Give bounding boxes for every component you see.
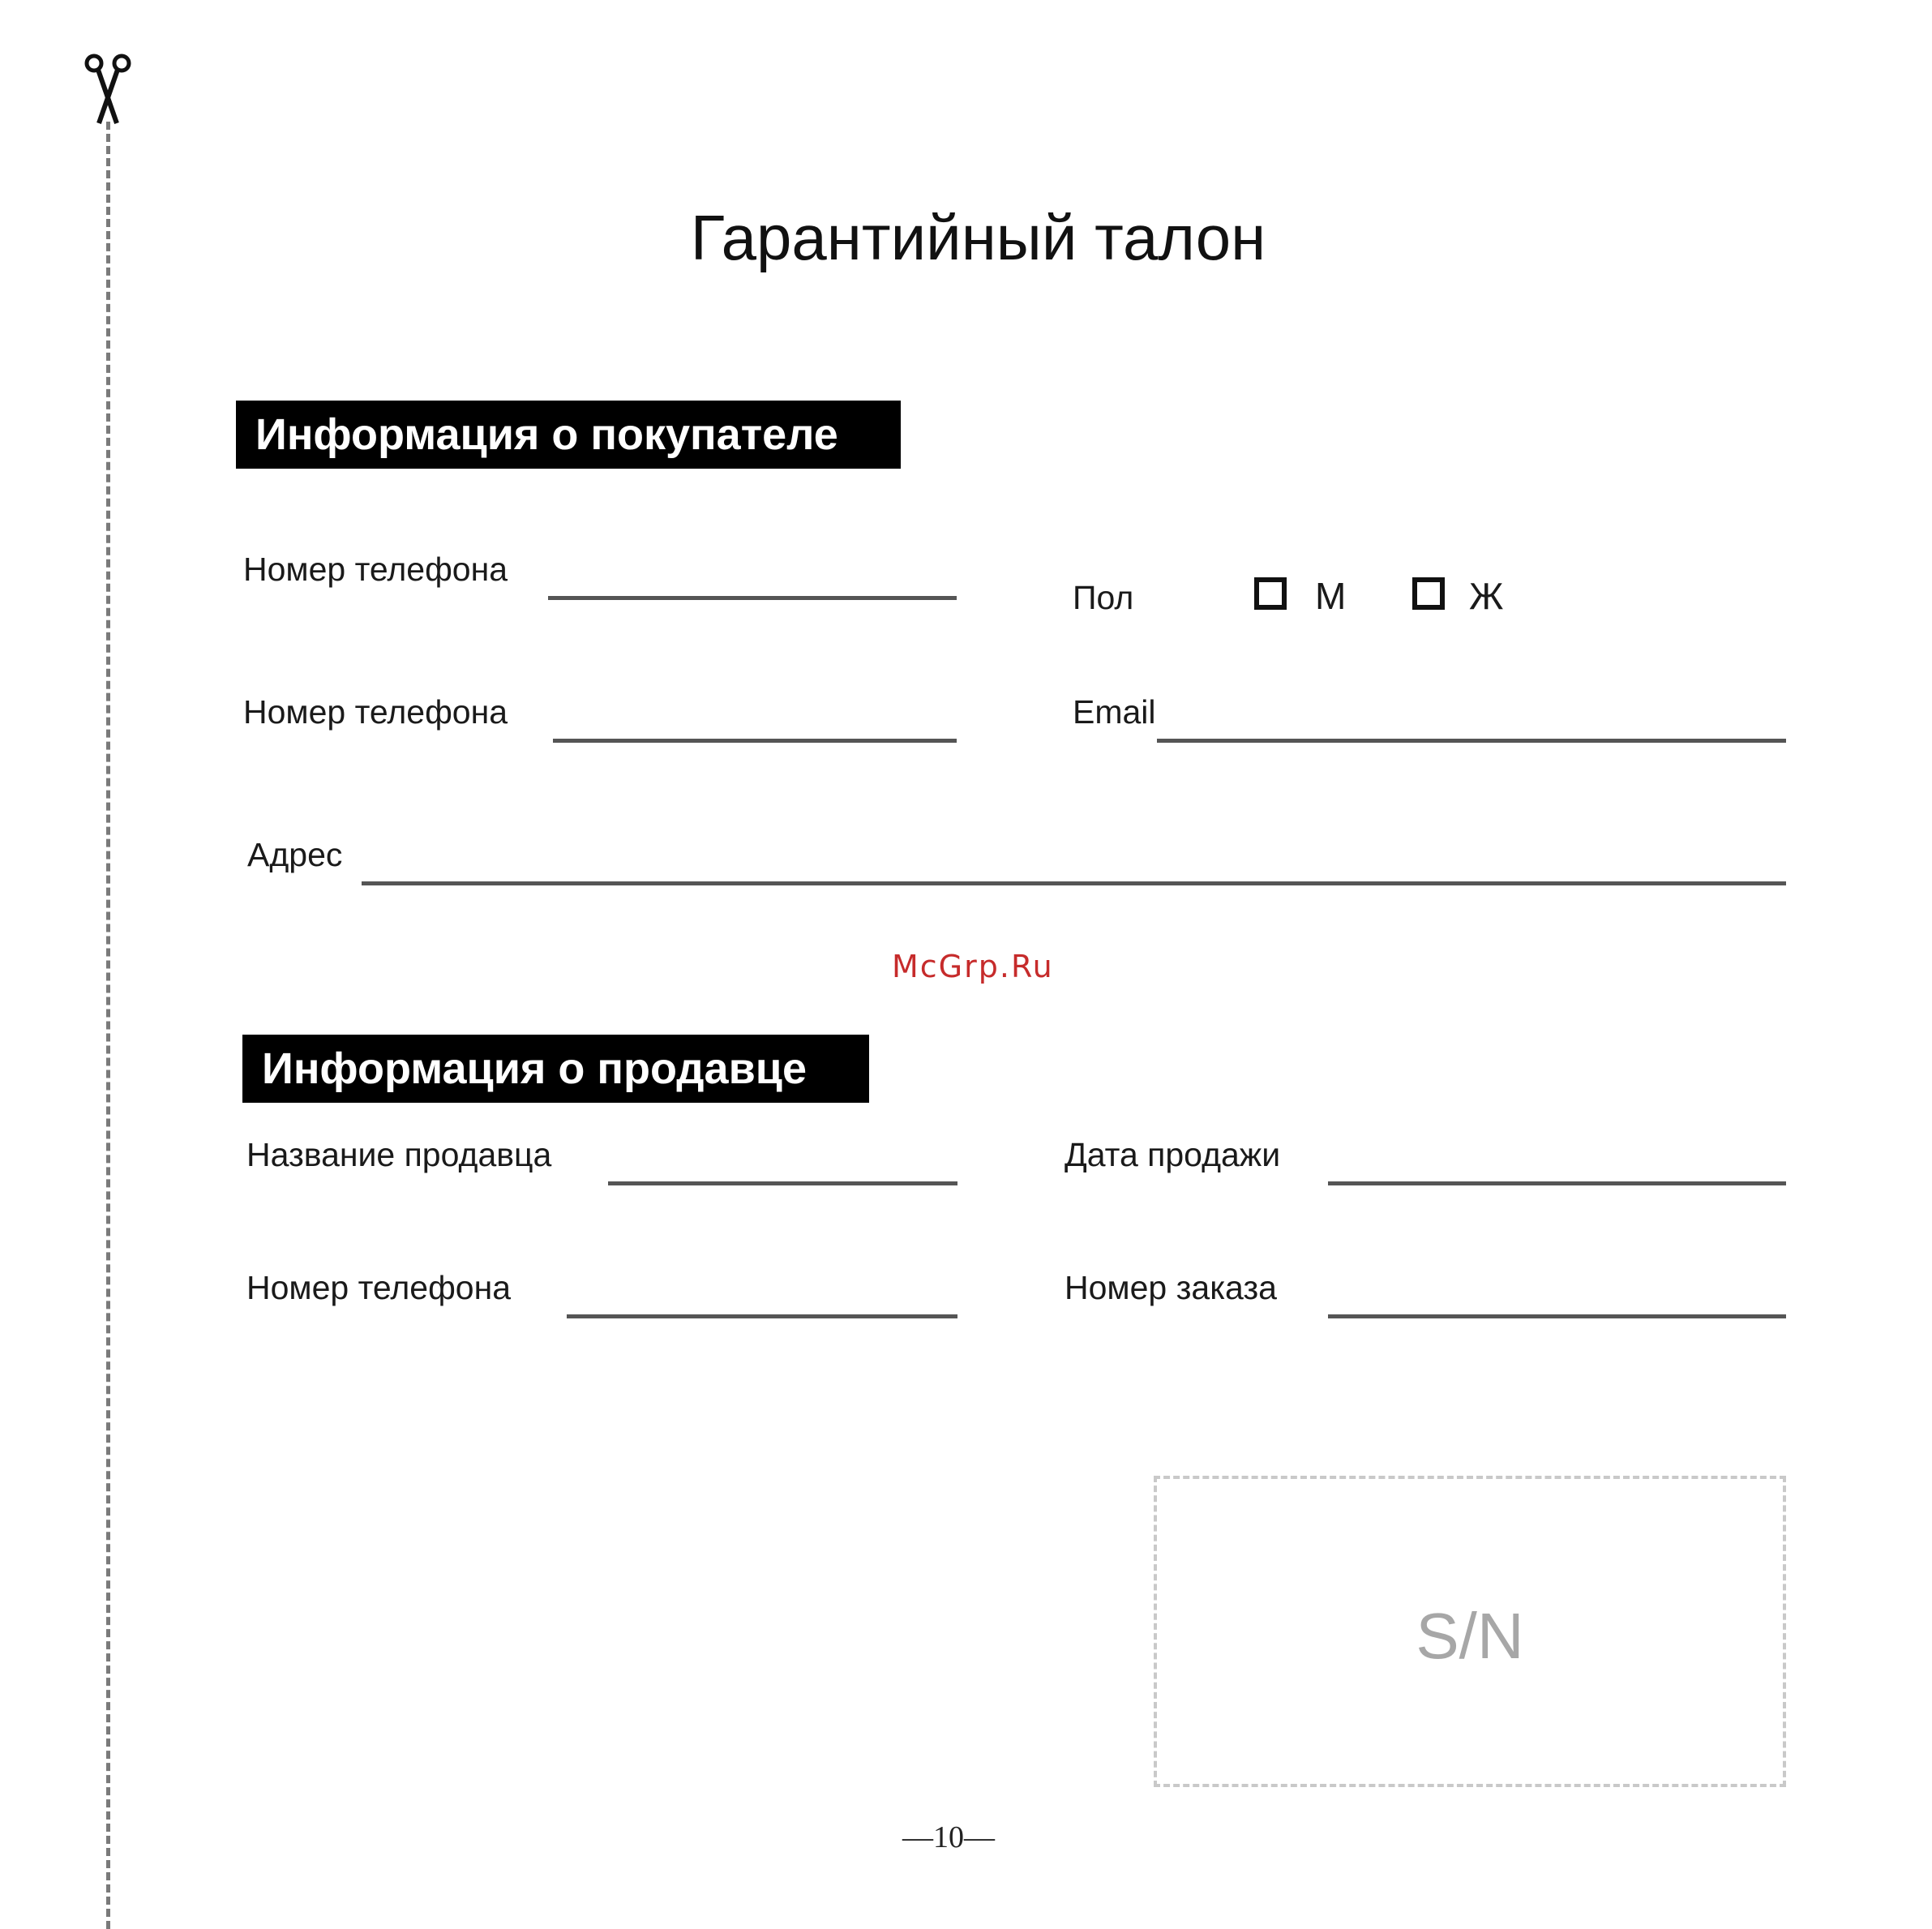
gender-female-checkbox[interactable] bbox=[1412, 577, 1445, 610]
page-number: —10— bbox=[902, 1820, 995, 1854]
gender-male-label: М bbox=[1315, 575, 1347, 617]
page-title: Гарантийный талон bbox=[690, 202, 1266, 273]
email-line[interactable] bbox=[1157, 739, 1786, 743]
order-number-field[interactable] bbox=[1065, 1270, 1786, 1318]
sale-date-label: Дата продажи bbox=[1065, 1136, 1281, 1173]
email-field[interactable] bbox=[1073, 694, 1786, 743]
address-field[interactable] bbox=[247, 837, 1786, 885]
email-label: Email bbox=[1073, 693, 1156, 731]
buyer-phone-1-field[interactable] bbox=[243, 551, 957, 600]
gender-male-checkbox[interactable] bbox=[1254, 577, 1287, 610]
buyer-phone-2-field[interactable] bbox=[243, 694, 957, 743]
buyer-phone-1-label: Номер телефона bbox=[243, 551, 508, 588]
seller-phone-line[interactable] bbox=[567, 1314, 957, 1318]
address-label: Адрес bbox=[247, 836, 343, 873]
address-line[interactable] bbox=[362, 881, 1786, 885]
sale-date-line[interactable] bbox=[1328, 1181, 1786, 1185]
seller-section-heading: Информация о продавце bbox=[242, 1035, 869, 1103]
gender-female-label: Ж bbox=[1469, 575, 1504, 617]
seller-name-line[interactable] bbox=[608, 1181, 957, 1185]
buyer-phone-2-label: Номер телефона bbox=[243, 693, 508, 731]
order-number-line[interactable] bbox=[1328, 1314, 1786, 1318]
serial-number-box bbox=[1154, 1476, 1786, 1787]
order-number-label: Номер заказа bbox=[1065, 1269, 1277, 1306]
buyer-phone-2-line[interactable] bbox=[553, 739, 957, 743]
cut-line bbox=[106, 122, 110, 1929]
gender-label: Пол bbox=[1073, 579, 1134, 616]
serial-number-label: S/N bbox=[1416, 1600, 1524, 1672]
scissors-icon bbox=[81, 52, 135, 126]
seller-phone-label: Номер телефона bbox=[246, 1269, 512, 1306]
seller-name-field[interactable] bbox=[246, 1137, 957, 1185]
sale-date-field[interactable] bbox=[1065, 1137, 1786, 1185]
buyer-phone-1-line[interactable] bbox=[548, 596, 957, 600]
watermark: McGrp.Ru bbox=[892, 949, 1054, 984]
seller-name-label: Название продавца bbox=[246, 1136, 552, 1173]
buyer-section-heading: Информация о покупателе bbox=[236, 401, 901, 469]
seller-phone-field[interactable] bbox=[246, 1270, 957, 1318]
